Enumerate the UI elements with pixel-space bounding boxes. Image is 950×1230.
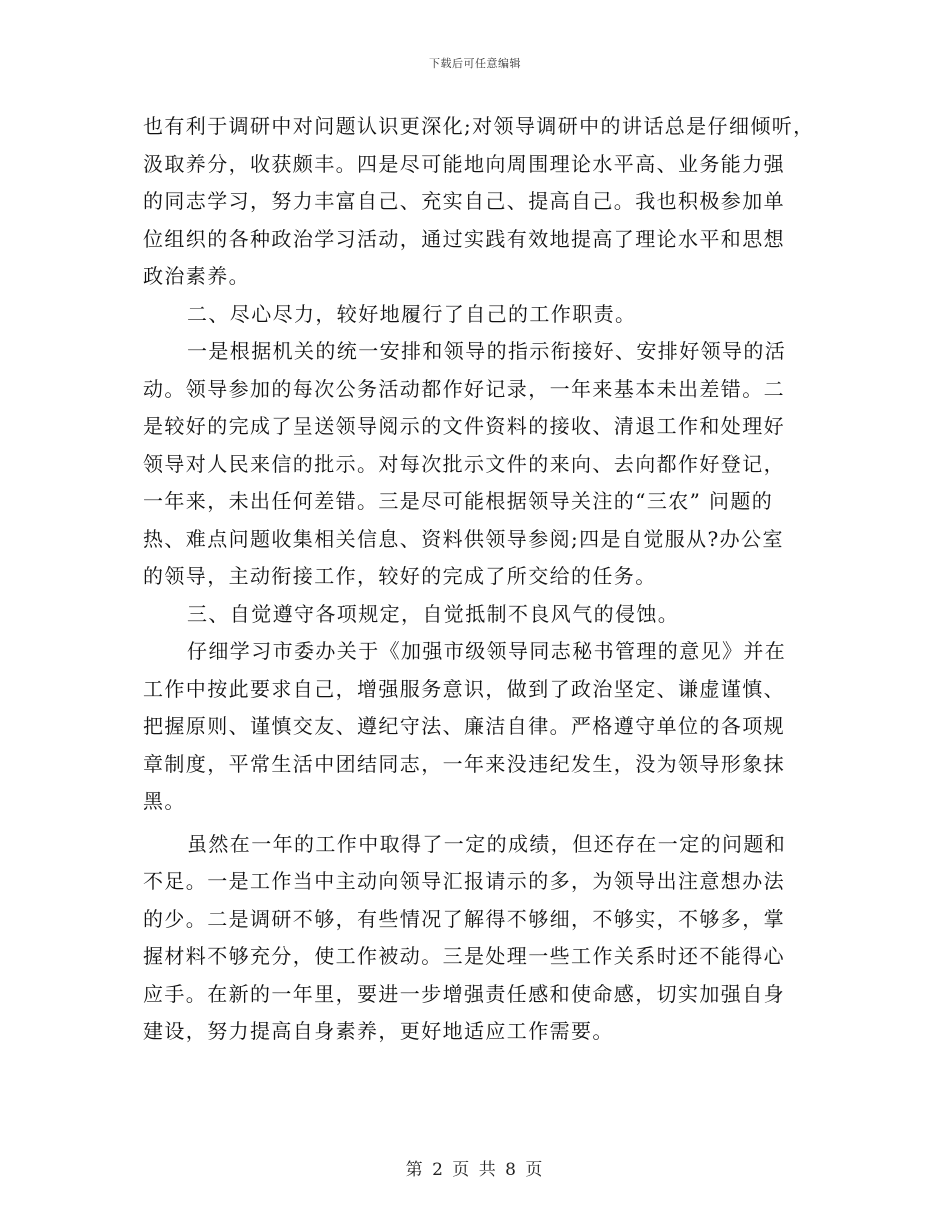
text-line: 政治素养。 <box>143 264 250 288</box>
text-line: 建设，努力提高自身素养，更好地适应工作需要。 <box>143 1019 614 1043</box>
text-line: 位组织的各种政治学习活动，通过实践有效地提高了理论水平和思想 <box>143 226 785 251</box>
text-line: 章制度，平常生活中团结同志，一年来没违纪发生，没为领导形象抹 <box>143 751 785 776</box>
text-line: 的同志学习，努力丰富自己、充实自己、提高自己。我也积极参加单 <box>143 189 785 213</box>
text-line: 工作中按此要求自己，增强服务意识，做到了政治坚定、谦虚谨慎、 <box>143 676 785 701</box>
text-line: 黑。 <box>143 789 186 813</box>
text-line: 的领导，主动衔接工作，较好的完成了所交给的任务。 <box>143 564 657 588</box>
text-line: 不足。一是工作当中主动向领导汇报请示的多，为领导出注意想办法 <box>143 869 785 893</box>
document-body <box>143 108 813 1051</box>
text-line: 仔细学习市委办关于《加强市级领导同志秘书管理的意见》并在 <box>187 639 787 663</box>
text-line: 的少。二是调研不够，有些情况了解得不够细，不够实，不够多，掌 <box>143 906 785 931</box>
text-line: 一年来，未出任何差错。三是尽可能根据领导关注的“三农” 问题的 <box>143 489 774 513</box>
text-line: 握材料不够充分，使工作被动。三是处理一些工作关系时还不能得心 <box>143 944 785 968</box>
text-line: 是较好的完成了呈送领导阅示的文件资料的接收、清退工作和处理好 <box>143 414 785 438</box>
text-line: 热、难点问题收集相关信息、资料供领导参阅;四是自觉服从?办公室 <box>143 526 784 551</box>
text-line: 动。领导参加的每次公务活动都作好记录，一年来基本未出差错。二 <box>143 376 785 401</box>
text-line: 汲取养分，收获颇丰。四是尽可能地向周围理论水平高、业务能力强 <box>143 151 785 176</box>
text-line: 也有利于调研中对问题认识更深化;对领导调研中的讲话总是仔细倾听， <box>143 114 815 138</box>
text-line: 把握原则、谨慎交友、遵纪守法、廉洁自律。严格遵守单位的各项规 <box>143 714 785 738</box>
page-number: 第 2 页 共 8 页 <box>405 1160 545 1180</box>
text-line: 应手。在新的一年里，要进一步增强责任感和使命感，切实加强自身 <box>143 981 785 1006</box>
text-line: 虽然在一年的工作中取得了一定的成绩，但还存在一定的问题和 <box>187 831 787 856</box>
section-heading: 二、尽心尽力，较好地履行了自己的工作职责。 <box>187 301 637 326</box>
text-line: 一是根据机关的统一安排和领导的指示衔接好、安排好领导的活 <box>187 339 787 363</box>
text-line: 领导对人民来信的批示。对每次批示文件的来向、去向都作好登记， <box>143 451 785 476</box>
section-heading: 三、自觉遵守各项规定，自觉抵制不良风气的侵蚀。 <box>187 601 680 626</box>
page-header: 下载后可任意编辑 <box>429 57 521 70</box>
